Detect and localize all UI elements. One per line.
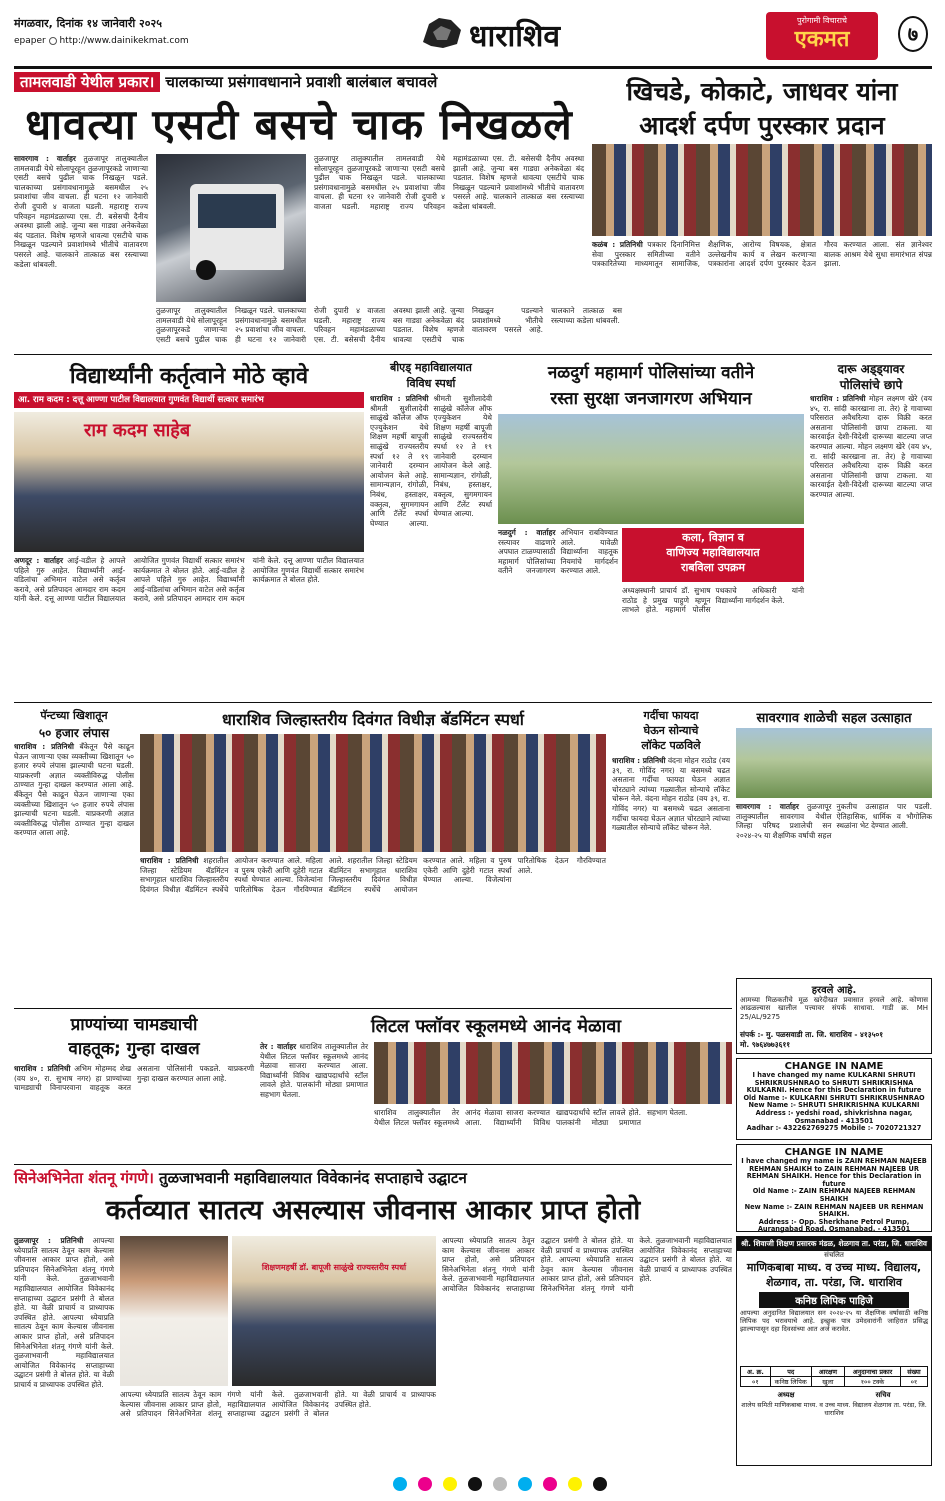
body-text: शहरातील जिल्हा स्टेडियम बॅडमिंटन सभागृहात धाराशिव जिल्हास्तरीय दिवंगत विधीज्ञ बॅडमिंटन स्पर्धेचे आयोजन करण्यात आले. महिला व पुरुष एकेरी आणि दुहेरी गटात स्पर्धा घेण्यात आल्या. विजेत्यांना पारितोषिक देऊन गौरविण्यात आले. xyxy=(140,856,344,894)
masthead xyxy=(14,6,932,64)
body-text-continued: तुळजापूर तालुक्यातील तामलवाडी येथे सोलापूरहून तुळजापूरकडे जाणाऱ्या एसटी बसचे पुढील चाक निखळून पडले. चालकाच्या प्रसंगावधानामुळे बसमधील २५ प्रवाशांचा जीव वाचला. ही घटना १२ जानेवारी रोजी दुपारी ४ वाजता घडली. महाराष्ट्र राज्य परिवहन महामंडळाच्या एस. टी. बसेसची दैनीय अवस्था झाली आहे. जुन्या बस गाड्या अनेकवेळा बंद पडतात. विशेष म्हणजे धावत्या एसटीचे चाक निखळून पडल्याने प्रवाशांमध्ये भीतीचे वातावरण पसरले आहे. चालकाने तात्काळ बस रस्त्याच्या कडेला थांबवली. xyxy=(314,154,584,211)
body-columns-right xyxy=(442,1236,732,1466)
table-header: पद xyxy=(771,1367,812,1376)
dateline: धाराशिव : प्रतिनिधी xyxy=(140,856,199,865)
table-cell: ०१ xyxy=(910,1378,918,1386)
fair-photo xyxy=(374,1042,732,1104)
body-text: वंदना मोहन राठोड (वय ३९, रा. गोविंद नगर) या बसमध्ये चढत असताना गर्दीचा फायदा घेऊन अज्ञात चोरट्याने त्यांच्या गळ्यातील सोन्याचे लॉकेट चोरून नेले. xyxy=(612,756,731,804)
notice-title: CHANGE IN NAME xyxy=(784,1061,884,1072)
ad-sub: संचलित xyxy=(824,1251,844,1259)
body-text: रस्त्यावर वाढणारे अपघात टाळण्यासाठी महामार्ग पोलिसांच्या वतीने जनजागरण अभियान राबविण्यात आले. यावेळी विद्यार्थ्यांना वाहतूक नियमांचे मार्गदर्शन करण्यात आले. xyxy=(498,528,618,576)
column-3 xyxy=(156,306,622,352)
notice-line-4: Address :- Opp. Sherkhane Petrol Pump, Aurangabad Road, Osmanabad. - 413501 xyxy=(757,1217,911,1234)
story-badminton xyxy=(140,706,606,1006)
award-photo xyxy=(592,144,932,236)
registration-marks xyxy=(300,1476,700,1494)
magenta-mark xyxy=(418,1477,432,1491)
stage-banner: शिक्षणमहर्षी डॉ. बापूजी साळुंखे राज्यस्तरीय स्पर्धा xyxy=(261,1263,407,1272)
table-cell: खुला xyxy=(812,1377,845,1386)
masthead-rule xyxy=(14,66,932,69)
bus-photo xyxy=(156,154,306,302)
table-header: अनुदानाचा प्रकार xyxy=(845,1367,901,1376)
headline-line-2: आदर्श दर्पण पुरस्कार प्रदान xyxy=(639,111,885,140)
globe-icon xyxy=(49,37,57,45)
divider-4 xyxy=(14,1164,732,1165)
body-columns xyxy=(14,556,364,698)
body-text: श्रीमती सुशीलादेवी साळुंखे कॉलेज ऑफ एज्युकेशन येथे शिक्षण महर्षी बापूजी साळुंखे राज्यस्तरीय स्पर्धा १२ ते १९ जानेवारी दरम्यान आयोजन केले आहे. सामान्यज्ञान, रांगोळी, निबंध, हस्ताक्षर, वक्तृत्व, सुगमगायन आणि टॅलेंट स्पर्धा घेण्यात आल्या. xyxy=(370,403,429,528)
paper-logo xyxy=(766,12,878,60)
trip-photo xyxy=(736,728,932,798)
headline-line-2: वाहतूक; गुन्हा दाखल xyxy=(68,1039,200,1059)
body-column-1 xyxy=(14,1236,114,1466)
table-header: संख्या xyxy=(907,1368,921,1376)
notice-line-4: Address :- yedshi road, shivkrishna nagar, Osmanabad - 413501 xyxy=(755,1108,913,1125)
kicker-red: सिनेअभिनेता शंतनू गंगणे। xyxy=(14,1169,154,1187)
table-row xyxy=(741,1377,927,1386)
event-photo xyxy=(14,412,364,552)
kicker xyxy=(14,1168,732,1190)
epaper-link[interactable] xyxy=(14,36,189,46)
body-text: आपल्या ध्येयाप्रति सातत्य ठेवून काम केल्यास जीवनास आकार प्राप्त होतो, असे प्रतिपादन सिनेअभिनेता शंतनू गंगणे यांनी केले. तुळजाभवानी महाविद्यालयात आयोजित विवेकानंद सप्ताहाच्या उद्घाटन प्रसंगी ते बोलत होते. या वेळी प्राचार्य व प्राध्यापक उपस्थित होते. xyxy=(14,1236,115,1322)
body-text-continued: मोहन लक्ष्मण खेरे (वय ४५, रा. सांदी कारखाना ता. तेर) हे गावाच्या परिसरात अवैधरित्या दारू विक्री करत असताना पोलिसांनी छापा टाकला. या कारवाईत देशी-विदेशी दारूच्या बाटल्या जप्त करण्यात आल्या. xyxy=(810,441,932,499)
story-liquor-raid xyxy=(810,358,932,698)
body-text-right: आपल्या ध्येयाप्रति सातत्य ठेवून काम केल्यास जीवनास आकार प्राप्त होतो, असे प्रतिपादन सिनेअभिनेता शंतनू गंगणे यांनी केले. तुळजाभवानी महाविद्यालयात आयोजित विवेकानंद सप्ताहाच्या उद्घाटन प्रसंगी ते बोलत होते. या वेळी प्राचार्य व प्राध्यापक उपस्थित होते. xyxy=(442,1236,634,1293)
table-header: आरक्षण xyxy=(812,1367,845,1376)
college-body xyxy=(622,586,804,698)
dateline: धाराशिव : प्रतिनिधी xyxy=(810,394,866,403)
story-pickpocket xyxy=(14,706,134,1006)
headline: कर्तव्यात सातत्य असल्यास जीवनास आकार प्राप्त होतो xyxy=(105,1195,641,1226)
body-text-right-continued: आपल्या ध्येयाप्रति सातत्य ठेवून काम केल्यास जीवनास आकार प्राप्त होतो, असे प्रतिपादन सिनेअभिनेता शंतनू गंगणे यांनी केले. तुळजाभवानी महाविद्यालयात आयोजित विवेकानंद सप्ताहाच्या उद्घाटन प्रसंगी ते बोलत होते. या वेळी प्राचार्य व प्राध्यापक उपस्थित होते. xyxy=(540,1236,732,1293)
notice-title: CHANGE IN NAME xyxy=(784,1147,884,1158)
banner-text: राम कदम साहेब xyxy=(84,420,191,441)
headline-line-2: विविध स्पर्धा xyxy=(406,377,456,390)
box-line-2: वाणिज्य महाविद्यालयात xyxy=(666,546,760,559)
notice-line-3: New Name :- ZAIN REHMAN NAJEEB UR REHMAN SHAIKH. xyxy=(744,1202,924,1219)
map-logo-icon xyxy=(419,12,465,52)
body-column-1 xyxy=(260,1042,368,1162)
body-text-continued: श्रीमती सुशीलादेवी साळुंखे कॉलेज ऑफ एज्युकेशन येथे शिक्षण महर्षी बापूजी साळुंखे राज्यस्तरीय स्पर्धा १२ ते १९ जानेवारी दरम्यान आयोजन केले आहे. सामान्यज्ञान, रांगोळी, निबंध, हस्ताक्षर, वक्तृत्व, सुगमगायन आणि टॅलेंट स्पर्धा घेण्यात आल्या. xyxy=(433,394,492,519)
lost-notice xyxy=(736,978,932,1054)
vacancy-table xyxy=(740,1366,928,1387)
yellow-mark xyxy=(568,1477,582,1491)
headline-line-2: रस्ता सुरक्षा जनजागरण अभियान xyxy=(550,389,752,409)
body-text: आई-वडील हे आपले पहिले गुरु आहेत. विद्यार्थ्यांनी आई-वडिलांचा अभिमान वाटेल असे कर्तृत्व करावे, असे प्रतिपादन आमदार राम कदम यांनी केले. दत्तू आण्णा पाटील विद्यालयात आयोजित गुणवंत विद्यार्थी सत्कार समारंभ कार्यक्रमात ते बोलत होते. xyxy=(14,556,245,604)
body-text-continued: धाराशिव तालुक्यातील तेर येथील लिटल फ्लॉवर स्कूलमध्ये आनंद मेळावा साजरा करण्यात आला. विद्यार्थ्यांनी विविध खाद्यपदार्थांचे स्टॉल लावले होते. पालकांनी मोठ्या प्रमाणात सहभाग घेतला. xyxy=(374,1108,688,1127)
headline-line-1: खिचडे, कोकाटे, जाधवर यांना xyxy=(626,77,898,106)
notice-line-3: New Name :- SHRUTI SHRIKRISHNA KULKARNI xyxy=(748,1101,920,1110)
epaper-label: epaper xyxy=(14,36,46,46)
body-columns xyxy=(140,856,606,1006)
body-text: बँकेतून पैसे काढून घेऊन जाणाऱ्या एका व्यक्तीच्या खिशातून ५० हजार रुपये लंपास झाल्याची घटना घडली. याप्रकरणी अज्ञात व्यक्तीविरुद्ध पोलीस ठाण्यात गुन्हा दाखल करण्यात आला आहे. xyxy=(14,742,134,790)
issue-date: मंगळवार, दिनांक १४ जानेवारी २०२५ xyxy=(14,17,162,30)
body-text: पत्रकार दिनानिमित्त सेवा पुरस्कार समितीच्या वतीने पत्रकारितेच्या माध्यमातून सामाजिक, शैक्षणिक, आरोग्य विषयक, क्षेत्रात उल्लेखनीय कार्य व लेखन करणाऱ्या पत्रकारांना आदर्श दर्पण पुरस्कार देऊन गौरव करण्यात आला. संत ज्ञानेश्वर बालक आश्रम येथे सुधा समारंभात संपन्न झाला. xyxy=(592,240,932,269)
badminton-photo xyxy=(140,734,606,852)
dateline: धाराशिव : प्रतिनिधी xyxy=(14,742,74,751)
headline-line-1: पॅन्टच्या खिशातून xyxy=(40,709,108,722)
notice-line-2: Old Name :- ZAIN REHMAN NAJEEB REHMAN SHAIKH xyxy=(752,1187,916,1203)
headline-line-1: प्राण्यांच्या चामड्याची xyxy=(70,1015,198,1035)
story-little-flower xyxy=(260,1012,732,1162)
table-cell: १०० टक्के xyxy=(845,1377,901,1386)
table-header-row xyxy=(741,1367,927,1377)
dateline: सावरगाव : वार्ताहर xyxy=(736,802,799,811)
body-columns xyxy=(370,394,492,698)
body-columns xyxy=(14,1064,254,1162)
college-box xyxy=(622,528,804,582)
dateline: धाराशिव : प्रतिनिधी xyxy=(612,756,666,765)
box-line-1: कला, विज्ञान व xyxy=(682,531,744,544)
body xyxy=(612,756,730,1006)
dateline: धाराशिव : प्रतिनिधी xyxy=(370,394,429,403)
headline-line-1: बीएड् महाविद्यालयात xyxy=(390,361,472,374)
kicker-black: चालकाच्या प्रसंगावधानाने प्रवाशी बालंबाल बचावले xyxy=(165,73,438,91)
body-text: अभिम मोहम्मद शेख (वय ४०, रा. सुभाष नगर) हा प्राण्यांच्या चामड्याची विनापरवाना वाहतूक करत असताना पोलिसांनी पकडले. याप्रकरणी गुन्हा दाखल करण्यात आला आहे. xyxy=(14,1064,254,1093)
body-text: तुळजापूर तालुक्यातील तामलवाडी येथे सोलापूरहून तुळजापूरकडे जाणाऱ्या एसटी बसचे पुढील चाक निखळून पडले. चालकाच्या प्रसंगावधानामुळे बसमधील २५ प्रवाशांचा जीव वाचला. ही घटना १२ जानेवारी रोजी दुपारी ४ वाजता घडली. महाराष्ट्र राज्य परिवहन महामंडळाच्या एस. टी. बसेसची दैनीय अवस्था झाली आहे. जुन्या बस गाड्या अनेकवेळा बंद पडतात. विशेष म्हणजे धावत्या एसटीचे चाक निखळून पडल्याने प्रवाशांमध्ये भीतीचे वातावरण पसरले आहे. चालकाने तात्काळ बस रस्त्याच्या कडेला थांबवली. xyxy=(14,154,148,269)
recruitment-ad xyxy=(736,1236,932,1466)
story-school-trip xyxy=(736,706,932,976)
ad-signatures xyxy=(737,1391,931,1400)
body-text: तुळजापूर तालुक्यातील सावरगाव येथील जिल्हा परिषद प्रशालेची सन २०२४-२५ या शैक्षणिक वर्षाची सहल नुकतीच उत्साहात पार पडली. ऐतिहासिक, धार्मिक व भौगोलिक स्थळांना भेट देण्यात आली. xyxy=(736,802,932,840)
section-name: धाराशिव xyxy=(469,19,561,54)
lost-body: आमच्या मिळकतीचे मूळ खरेदीखत प्रवासात हरवले आहे. कोणास आढळल्यास खालील पत्त्यावर संपर्क साधावा. गाडी क्र. MH 25/AL/9275 xyxy=(740,996,928,1021)
body-text-bottom: तुळजापूर तालुक्यातील तामलवाडी येथे सोलापूरहून तुळजापूरकडे जाणाऱ्या एसटी बसचे पुढील चाक निखळून पडले. चालकाच्या प्रसंगावधानामुळे बसमधील २५ प्रवाशांचा जीव वाचला. ही घटना १२ जानेवारी रोजी दुपारी ४ वाजता घडली. महाराष्ट्र राज्य परिवहन महामंडळाच्या एस. टी. बसेसची दैनीय अवस्था झाली आहे. जुन्या बस गाड्या अनेकवेळा बंद पडतात. विशेष म्हणजे धावत्या एसटीचे चाक निखळून पडल्याने प्रवाशांमध्ये भीतीचे वातावरण पसरले आहे. चालकाने तात्काळ बस रस्त्याच्या कडेला थांबवली. xyxy=(156,306,622,344)
change-name-notice-1 xyxy=(736,1058,932,1140)
ad-footer: शालेय समिती माणिकबाबा माध्य. व उच्च माध्य. विद्यालय शेळगाव ता. परंडा, जि. धाराशिव xyxy=(741,1401,927,1417)
divider-1 xyxy=(14,354,932,355)
dateline: तुळजापूर : प्रतिनिधी xyxy=(14,1236,84,1245)
body-columns xyxy=(374,1108,732,1162)
body-text-continued: आपल्या ध्येयाप्रति सातत्य ठेवून काम केल्यास जीवनास आकार प्राप्त होतो, असे प्रतिपादन सिनेअभिनेता शंतनू गंगणे यांनी केले. तुळजाभवानी महाविद्यालयात आयोजित विवेकानंद सप्ताहाच्या उद्घाटन प्रसंगी ते बोलत होते. या वेळी प्राचार्य व प्राध्यापक उपस्थित होते. xyxy=(14,1312,114,1389)
dateline: तेर : वार्ताहर xyxy=(260,1042,297,1051)
ad-body: आपल्या अनुदानित विद्यालयात सन २०२४-२५ या शैक्षणिक वर्षासाठी कनिष्ठ लिपिक पद भरावयाचे आहे. इच्छुक पात्र उमेदवारांनी जाहिरात प्रसिद्ध झाल्यापासून दहा दिवसांच्या आत अर्ज करावेत. xyxy=(740,1309,928,1333)
sign-left: अध्यक्ष xyxy=(777,1391,795,1399)
body-text: धाराशिव तालुक्यातील तेर येथील लिटल फ्लॉवर स्कूलमध्ये आनंद मेळावा साजरा करण्यात आला. विद्यार्थ्यांनी विविध खाद्यपदार्थांचे स्टॉल लावले होते. पालकांनी मोठ्या प्रमाणात सहभाग घेतला. xyxy=(260,1042,369,1099)
paper-tagline: पुरोगामी विचाराचे xyxy=(797,16,847,25)
headline: धाराशिव जिल्हास्तरीय दिवंगत विधीज्ञ बॅडमिंटन स्पर्धा xyxy=(222,710,524,729)
stage-photo xyxy=(232,1236,436,1386)
story-gold-locket xyxy=(612,706,730,1006)
box-line-3: राबविला उपक्रम xyxy=(680,561,746,574)
black-mark xyxy=(468,1477,482,1491)
ad-post: कनिष्ठ लिपिक पाहिजे xyxy=(759,1292,909,1308)
sign-right: सचिव xyxy=(875,1391,891,1399)
table-header: अ. क्र. xyxy=(741,1367,771,1376)
cyan-mark xyxy=(518,1477,532,1491)
story-shantanu xyxy=(14,1168,732,1466)
body-columns xyxy=(736,802,932,976)
dateline: अणदूर : वार्ताहर xyxy=(14,556,63,565)
story-students xyxy=(14,358,364,698)
body-text: मोहन लक्ष्मण खेरे (वय ४५, रा. सांदी कारखाना ता. तेर) हे गावाच्या परिसरात अवैधरित्या दारू विक्री करत असताना पोलिसांनी छापा टाकला. या कारवाईत देशी-विदेशी दारूच्या बाटल्या जप्त करण्यात आल्या. xyxy=(810,394,932,451)
notice-line-2: Old Name :- KULKARNI SHRUTI SHRIKRUSHNRAO xyxy=(743,1093,925,1102)
headline-line-2: पोलिसांचे छापे xyxy=(839,378,903,392)
kicker xyxy=(14,72,584,96)
story-award xyxy=(592,72,932,352)
body-text: अध्यक्षस्थानी प्राचार्य डॉ. सुभाष राठोड हे प्रमुख पाहुणे म्हणून लाभले होते. महामार्ग पोलीस पथकाचे अधिकारी यांनी विद्यार्थ्यांना मार्गदर्शन केले. xyxy=(622,586,804,615)
kicker-black: तुळजाभवानी महाविद्यालयात विवेकानंद सप्ताहाचे उद्घाटन xyxy=(159,1169,467,1187)
body-text-continued: वंदना मोहन राठोड (वय ३९, रा. गोविंद नगर) या बसमध्ये चढत असताना गर्दीचा फायदा घेऊन अज्ञात चोरट्याने त्यांच्या गळ्यातील सोन्याचे लॉकेट चोरून नेले. xyxy=(612,794,731,833)
magenta-mark xyxy=(543,1477,557,1491)
body-columns-below-photo xyxy=(120,1390,436,1466)
dateline: सावरगाव : वार्ताहर xyxy=(14,154,76,163)
speaker-photo xyxy=(120,1236,228,1386)
notice-line-1: I have changed my name KULKARNI SHRUTI SHRIKRUSHNRAO to SHRUTI SHRIKRISHNA KULKARNI. Hence for this Declaration in future xyxy=(746,1071,922,1095)
page-number: ७ xyxy=(898,16,928,52)
body-text-continued: आपल्या ध्येयाप्रति सातत्य ठेवून काम केल्यास जीवनास आकार प्राप्त होतो, असे प्रतिपादन सिनेअभिनेता शंतनू गंगणे यांनी केले. तुळजाभवानी महाविद्यालयात आयोजित विवेकानंद सप्ताहाच्या उद्घाटन प्रसंगी ते बोलत होते. या वेळी प्राचार्य व प्राध्यापक उपस्थित होते. xyxy=(120,1390,436,1419)
paper-name: एकमत xyxy=(794,27,850,52)
change-name-notice-2 xyxy=(736,1144,932,1232)
grey-mark xyxy=(493,1477,507,1491)
body xyxy=(14,742,134,1006)
body-columns xyxy=(498,528,618,698)
notice-line-5: Aadhar :- 432262769275 Mobile :- 7020721327 xyxy=(746,1124,922,1133)
yellow-mark xyxy=(443,1477,457,1491)
column-1 xyxy=(14,154,148,352)
black-mark xyxy=(593,1477,607,1491)
dateline: कळंब : प्रतिनिधी xyxy=(592,240,643,249)
headline-line-1: नळदुर्ग महामार्ग पोलिसांच्या वतीने xyxy=(547,363,755,383)
ad-place: शेळगाव, ता. परंडा, जि. धाराशिव xyxy=(765,1276,903,1289)
table-cell: कनिष्ठ लिपिक xyxy=(771,1377,812,1386)
lost-phone: मो. ९७६४७७३६११ xyxy=(740,1040,791,1049)
road-safety-photo xyxy=(498,414,804,524)
divider-3 xyxy=(14,1008,732,1009)
dateline: नळदुर्ग : वार्ताहर xyxy=(498,528,556,537)
dateline: धाराशिव : प्रतिनिधी xyxy=(14,1064,71,1073)
story-leather xyxy=(14,1012,254,1162)
headline: विद्यार्थ्यांनी कर्तृत्वाने मोठे व्हावे xyxy=(69,364,309,389)
story-bed-college xyxy=(370,358,492,698)
site-url: http://www.dainikekmat.com xyxy=(59,36,189,46)
body-text-continued: शहरातील जिल्हा स्टेडियम बॅडमिंटन सभागृहात धाराशिव जिल्हास्तरीय दिवंगत विधीज्ञ बॅडमिंटन स्पर्धेचे आयोजन करण्यात आले. महिला व पुरुष एकेरी आणि दुहेरी गटात स्पर्धा घेण्यात आल्या. विजेत्यांना पारितोषिक देऊन गौरविण्यात आले. xyxy=(328,856,606,894)
table-cell: ०१ xyxy=(741,1377,771,1386)
headline: सावरगाव शाळेची सहल उत्साहात xyxy=(756,711,912,726)
body-text-continued: आई-वडील हे आपले पहिले गुरु आहेत. विद्यार्थ्यांनी आई-वडिलांचा अभिमान वाटेल असे कर्तृत्व करावे, असे प्रतिपादन आमदार राम कदम यांनी केले. दत्तू आण्णा पाटील विद्यालयात आयोजित गुणवंत विद्यार्थी सत्कार समारंभ कार्यक्रमात ते बोलत होते. xyxy=(133,556,364,604)
divider-2 xyxy=(14,702,932,703)
ad-org: श्री. शिवाजी शिक्षण प्रसारक मंडळ, शेळगाव ता. परंडा, जि. धाराशिव xyxy=(737,1237,931,1251)
headline-line-1: गर्दीचा फायदा xyxy=(643,709,699,722)
body-columns xyxy=(592,240,932,352)
notice-line-1: I have changed my name is ZAIN REHMAN NAJEEB REHMAN SHAIKH to ZAIN REHMAN NAJEEB UR REHMAN SHAIKH. Hence for this Declaration in future xyxy=(741,1157,927,1188)
headline: लिटल फ्लॉवर स्कूलमध्ये आनंद मेळावा xyxy=(370,1016,622,1037)
headline-line-1: दारू अड्ड्यावर xyxy=(837,362,905,376)
body xyxy=(810,394,932,698)
cyan-mark xyxy=(393,1477,407,1491)
headline-line-2: घेऊन सोन्याचे xyxy=(643,724,699,737)
headline: धावत्या एसटी बसचे चाक निखळले xyxy=(25,100,573,149)
lost-contact: संपर्क :- मु. पळसवाडी ता. जि. धाराशिव - ४१३५०१ xyxy=(740,1030,884,1039)
subhead-bar: आ. राम कदम : दत्तू आण्णा पाटील विद्यालयात गुणवंत विद्यार्थी सत्कार समारंभ xyxy=(14,392,364,408)
kicker-red: तामलवाडी येथील प्रकार। xyxy=(14,72,160,92)
lost-title: हरवले आहे. xyxy=(811,985,857,996)
ad-school: माणिकबाबा माध्य. व उच्च माध्य. विद्यालय, xyxy=(746,1261,922,1274)
headline-line-3: लॉकेट पळविले xyxy=(641,739,701,752)
story-road-safety xyxy=(498,358,804,698)
headline-line-2: ५० हजार लंपास xyxy=(38,726,110,740)
body-text-continued: बँकेतून पैसे काढून घेऊन जाणाऱ्या एका व्यक्तीच्या खिशातून ५० हजार रुपये लंपास झाल्याची घटना घडली. याप्रकरणी अज्ञात व्यक्तीविरुद्ध पोलीस ठाण्यात गुन्हा दाखल करण्यात आला आहे. xyxy=(14,789,134,838)
